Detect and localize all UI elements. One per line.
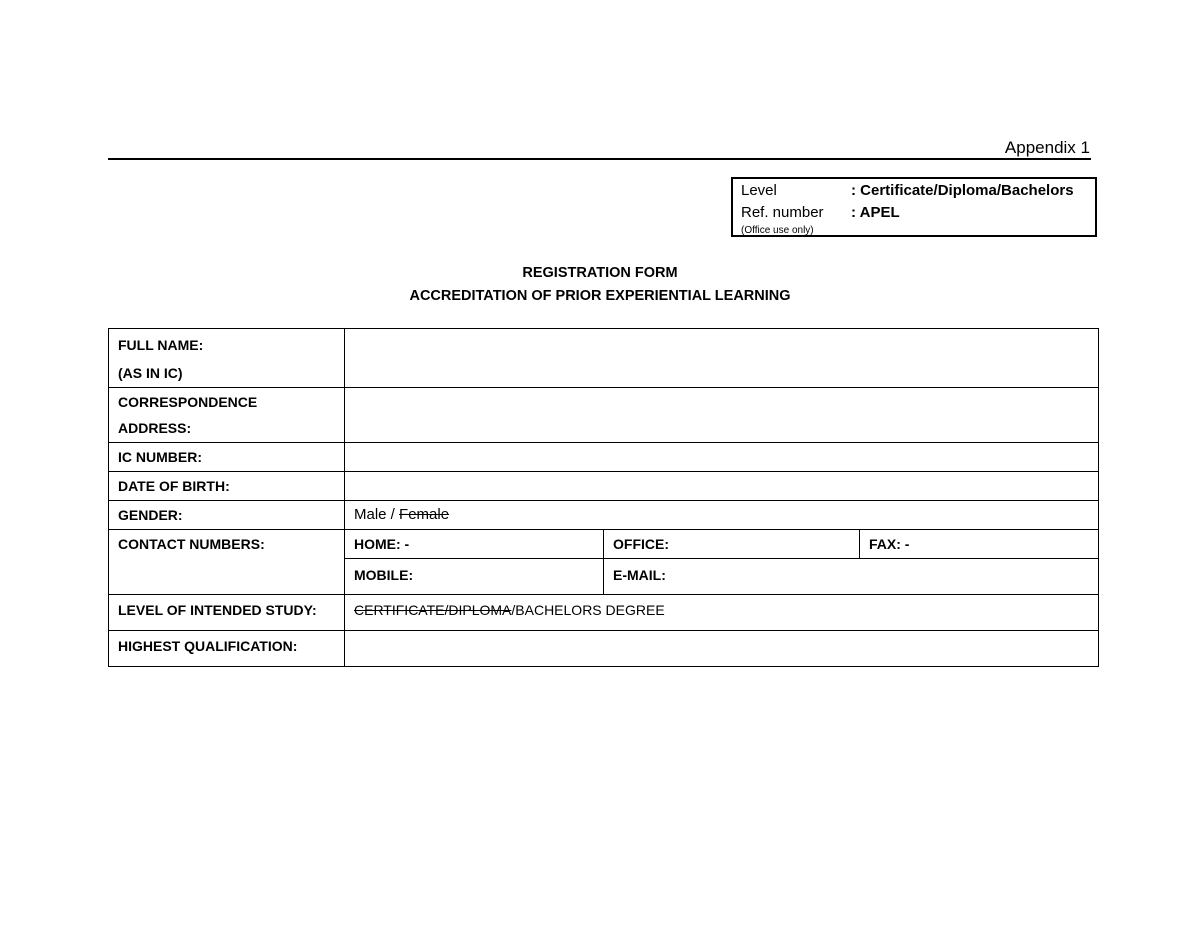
row-level — [109, 595, 1099, 631]
address-label-line2: ADDRESS: — [118, 420, 192, 436]
row-gender — [109, 501, 1099, 530]
dob-label: DATE OF BIRTH: — [109, 472, 345, 501]
level-selected-option: /BACHELORS DEGREE — [511, 602, 665, 618]
row-contact-1 — [109, 530, 1099, 559]
full-name-label-line1: FULL NAME: — [118, 337, 204, 353]
address-label — [109, 388, 345, 443]
contact-label: CONTACT NUMBERS: — [109, 530, 345, 595]
header-rule — [108, 158, 1091, 160]
fax-field[interactable]: FAX: - — [860, 530, 1099, 559]
ref-value: : APEL — [851, 204, 900, 221]
ref-label: Ref. number — [741, 204, 824, 221]
intended-study-field[interactable] — [345, 595, 1099, 631]
row-address — [109, 388, 1099, 443]
full-name-label — [109, 329, 345, 388]
appendix-label: Appendix 1 — [1004, 138, 1090, 157]
form-subtitle: ACCREDITATION OF PRIOR EXPERIENTIAL LEARNING — [409, 288, 791, 304]
gender-female: Female — [399, 506, 450, 523]
mobile-field[interactable]: MOBILE: — [345, 559, 604, 595]
level-struck-option: CERTIFICATE/DIPLOMA — [354, 602, 512, 618]
home-field[interactable]: HOME: - — [345, 530, 604, 559]
office-use-note: (Office use only) — [741, 225, 814, 236]
ic-field[interactable] — [345, 443, 1099, 472]
row-ic — [109, 443, 1099, 472]
qualification-label: HIGHEST QUALIFICATION: — [109, 631, 345, 667]
ic-label: IC NUMBER: — [109, 443, 345, 472]
level-label: Level — [741, 182, 777, 199]
office-field[interactable]: OFFICE: — [604, 530, 860, 559]
gender-field[interactable] — [345, 501, 1099, 530]
address-field[interactable] — [345, 388, 1099, 443]
gender-label: GENDER: — [109, 501, 345, 530]
level-value: : Certificate/Diploma/Bachelors — [851, 182, 1074, 199]
qualification-field[interactable] — [345, 631, 1099, 667]
office-use-box — [731, 177, 1097, 237]
row-dob — [109, 472, 1099, 501]
address-label-line1: CORRESPONDENCE — [118, 394, 258, 410]
email-field[interactable]: E-MAIL: — [604, 559, 1099, 595]
full-name-field[interactable] — [345, 329, 1099, 388]
form-title: REGISTRATION FORM — [522, 265, 678, 281]
full-name-label-line2: (AS IN IC) — [118, 365, 183, 381]
dob-field[interactable] — [345, 472, 1099, 501]
row-full-name — [109, 329, 1099, 388]
gender-male: Male — [354, 506, 387, 523]
gender-separator: / — [386, 506, 400, 523]
intended-study-label: LEVEL OF INTENDED STUDY: — [109, 595, 345, 631]
row-qualification — [109, 631, 1099, 667]
registration-table — [108, 328, 1099, 667]
